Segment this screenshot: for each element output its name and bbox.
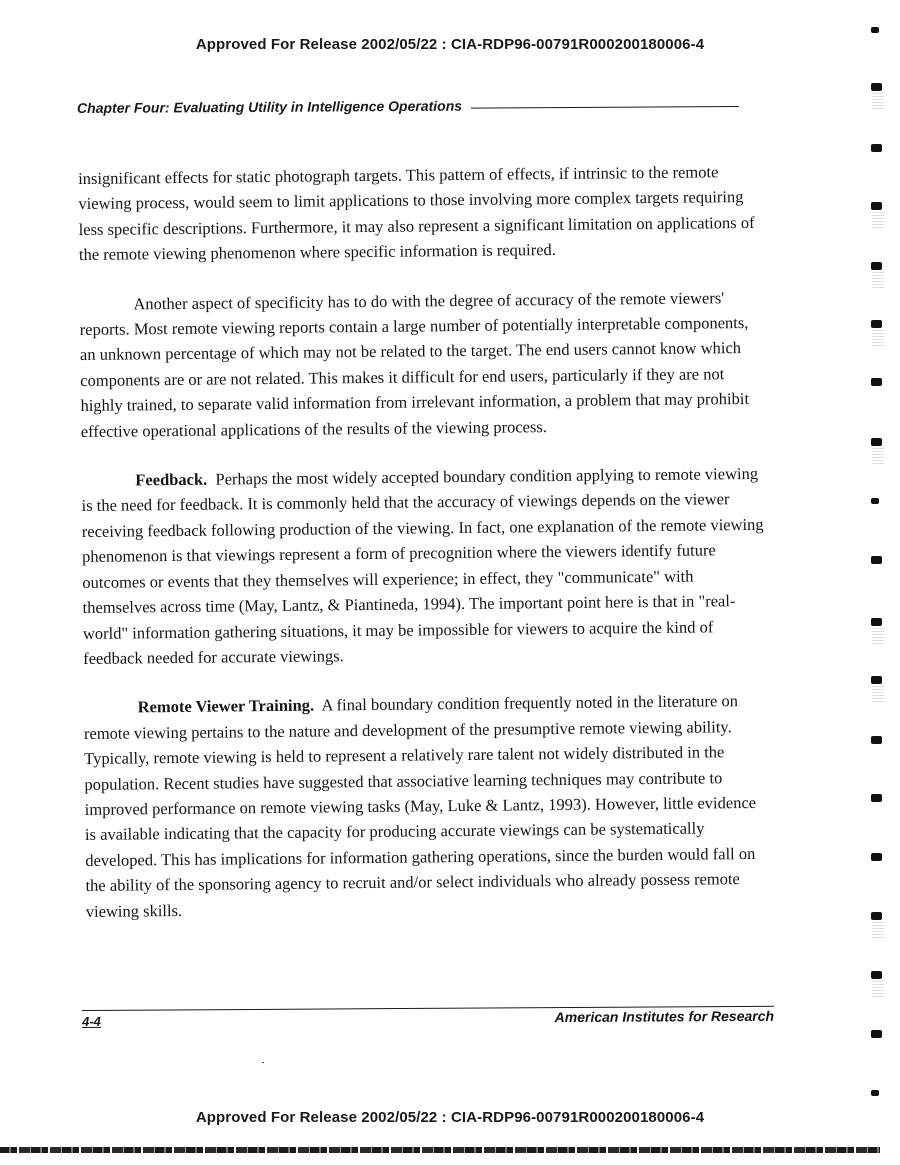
scan-edge-strip	[0, 1147, 880, 1153]
scan-mark	[871, 262, 882, 270]
scan-mark	[871, 83, 882, 91]
scan-mark	[871, 378, 882, 386]
paragraph-specificity-continued	[78, 159, 765, 268]
scan-shadow	[872, 628, 884, 644]
scan-mark	[871, 853, 882, 861]
scan-shadow	[872, 448, 884, 464]
paragraph-text: Perhaps the most widely accepted boundary condition applying to remote viewing is the need for feedback. It is commonly held that the accuracy of viewings depends on the viewer receiving feedback following production of the viewing. In fact, one explanation of the remote viewing phenomenon is that viewings represent a form of precognition where the viewers identify future outcomes or events that they themselves will experience; in effect, they "communicate" with themselves across time (May, Lantz, & Piantineda, 1994). The important point here is that in "real-world" information gathering situations, it may be impossible for viewers to acquire the kind of feedback needed for accurate viewings.	[81, 463, 764, 668]
scan-mark	[871, 556, 882, 564]
scan-mark	[871, 618, 882, 626]
scan-mark	[871, 736, 882, 744]
body-text	[78, 159, 772, 924]
scan-mark	[871, 438, 882, 446]
paragraph-remote-viewer-training	[84, 688, 772, 924]
scan-mark	[871, 320, 882, 328]
paragraph-text: insignificant effects for static photograph targets. This pattern of effects, if intrinsic to the remote viewing process, would seem to limit applications to those involving more complex targets requiring less specific descriptions. Furthermore, it may also represent a significant limitation on applications of the remote viewing phenomenon where specific information is required.	[78, 162, 755, 265]
section-heading-remote-viewer-training: Remote Viewer Training.	[137, 695, 315, 717]
scan-shadow	[872, 922, 884, 938]
scan-speck	[262, 1062, 264, 1063]
scan-mark	[871, 912, 882, 920]
scan-shadow	[872, 686, 884, 702]
page-number: 4-4	[82, 1013, 101, 1029]
scan-shadow	[872, 330, 884, 346]
scan-mark	[871, 202, 882, 210]
organization-name: American Institutes for Research	[554, 1007, 775, 1026]
page-footer	[82, 1006, 775, 1029]
scan-shadow	[872, 212, 884, 228]
scan-mark	[871, 1090, 879, 1096]
chapter-header	[77, 96, 777, 116]
scan-mark	[871, 1030, 882, 1038]
scan-shadow	[872, 981, 884, 997]
scan-mark	[871, 794, 882, 802]
scan-shadow	[872, 93, 884, 109]
paragraph-accuracy	[79, 284, 767, 444]
scan-mark	[871, 27, 879, 33]
paragraph-text: A final boundary condition frequently noted in the literature on remote viewing pertains to the nature and development of the presumptive remote viewing ability. Typically, remote viewing is held to represent a relatively rare talent not widely distributed in the population. Recent studies have suggested that associative learning techniques may contribute to improved performance on remote viewing tasks (May, Luke & Lantz, 1993). However, little evidence is available indicating that the capacity for producing accurate viewings can be systematically developed. This has implications for information gathering operations, since the burden would fall on the ability of the sponsoring agency to recruit and/or select individuals who already possess remote viewing skills.	[83, 691, 757, 921]
scan-mark	[871, 676, 882, 684]
scan-shadow	[872, 272, 884, 288]
scan-mark	[871, 971, 882, 979]
paragraph-text: Another aspect of specificity has to do with the degree of accuracy of the remote viewers' reports. Most remote viewing reports contain a large number of potentially interpretable components, an unknown percentage of which may not be related to the target. The end users cannot know which components are or are not related. This makes it difficult for end users, particularly if they are not highly trained, to separate valid information from irrelevant information, a problem that may prohibit effective operational applications of the results of the viewing process.	[79, 287, 750, 441]
header-rule	[471, 105, 739, 108]
chapter-title: Chapter Four: Evaluating Utility in Intelligence Operations	[76, 97, 463, 116]
release-stamp-bottom: Approved For Release 2002/05/22 : CIA-RDP96-00791R000200180006-4	[195, 1109, 705, 1126]
paragraph-feedback	[81, 461, 769, 671]
scan-mark	[871, 498, 879, 504]
section-heading-feedback: Feedback.	[135, 469, 208, 490]
scan-mark	[871, 144, 882, 152]
release-stamp-top: Approved For Release 2002/05/22 : CIA-RDP96-00791R000200180006-4	[195, 36, 705, 53]
